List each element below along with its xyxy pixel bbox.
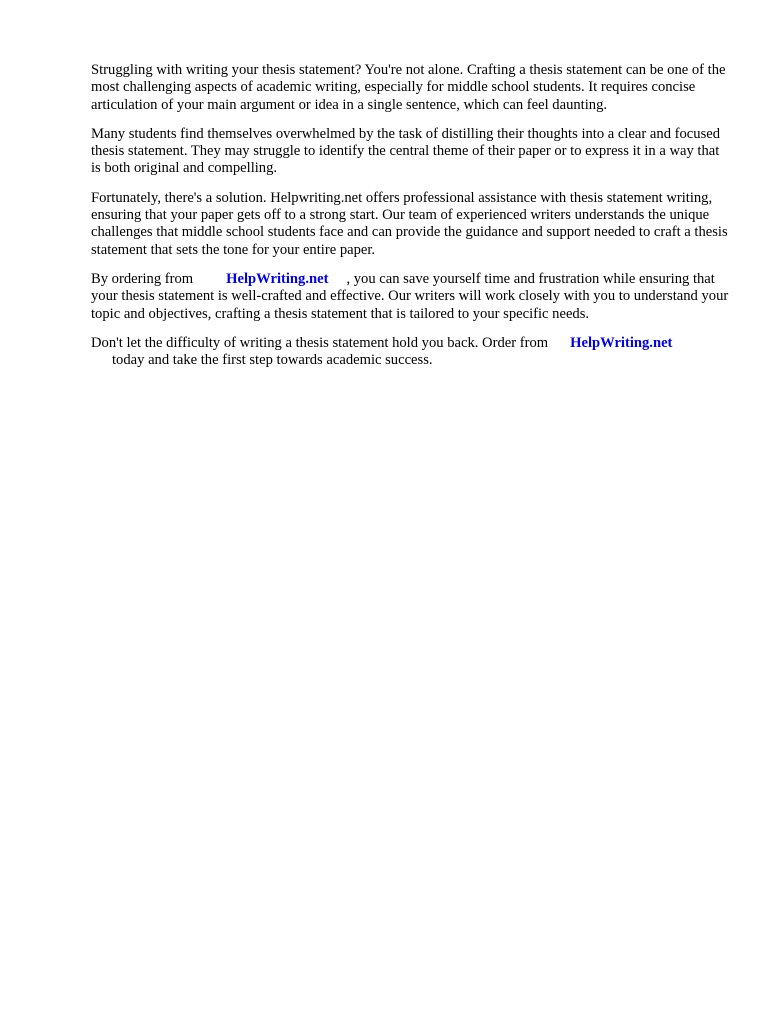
paragraph-1: Struggling with writing your thesis statement? You're not alone. Crafting a thesis statement can be one of the most challenging aspects of academic writing, especially for middle school students. It requires concise articulation of your main argument or idea in a single sentence, which can feel daunting. — [91, 62, 726, 113]
paragraph-5-lead: Don't let the difficulty of writing a thesis statement hold you back. Order from — [91, 334, 549, 351]
paragraph-3: Fortunately, there's a solution. Helpwriting.net offers professional assistance with thesis statement writing, ensuring that your paper gets off to a strong start. Our team of experienced writers understands the unique challenges that middle school students face and can provide the guidance and support needed to craft a thesis statement that sets the tone for your entire paper. — [91, 189, 728, 258]
helpwriting-link-1[interactable]: HelpWriting.net — [226, 270, 329, 287]
paragraph-2: Many students find themselves overwhelmed by the task of distilling their thoughts into a clear and focused thesis statement. They may struggle to identify the central theme of their paper or to express it in a way that is both original and compelling. — [91, 125, 721, 177]
paragraph-4 — [91, 271, 731, 323]
paragraph-5-rest: today and take the first step towards academic success. — [112, 352, 433, 369]
helpwriting-link-2[interactable]: HelpWriting.net — [570, 334, 673, 351]
paragraph-4-lead: By ordering from — [91, 270, 194, 287]
paragraph-4-rest: , you can save yourself time and frustration while ensuring that your thesis statement is well-crafted and effective. Our writers will work closely with you to understand your topic and objectives, crafting a thesis statement that is tailored to your specific needs. — [91, 270, 729, 322]
document-page — [91, 62, 731, 381]
paragraph-5 — [91, 335, 731, 370]
